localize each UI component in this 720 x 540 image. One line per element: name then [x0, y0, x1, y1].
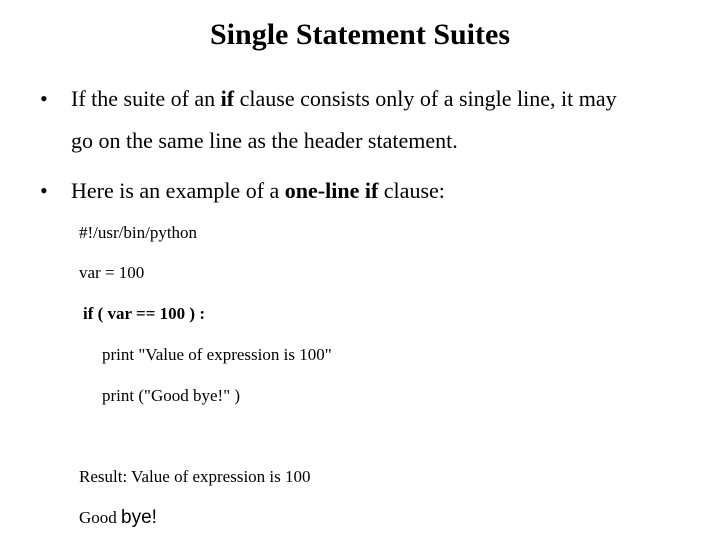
bullet-2-keyword: one-line if [284, 178, 379, 203]
result-word-good: Good [79, 508, 117, 527]
bullet-2-text-a: Here is an example of a [71, 178, 285, 203]
slide-title: Single Statement Suites [210, 18, 510, 51]
bullet-2-text-b: clause: [378, 178, 445, 203]
code-print-2: print ("Good bye!" ) [102, 386, 241, 405]
bullet-1-line-1 [71, 86, 617, 112]
code-assign: var = 100 [79, 263, 145, 282]
code-shebang: #!/usr/bin/python [79, 223, 198, 242]
bullet-dot: • [40, 86, 48, 111]
code-if-line: if ( var == 100 ) : [83, 304, 205, 323]
result-line-1: Result: Value of expression is 100 [79, 467, 311, 486]
result-word-bye: bye! [121, 507, 157, 528]
code-print-1: print "Value of expression is 100" [102, 345, 332, 364]
bullet-1-text-b: clause consists only of a single line, it may [234, 86, 617, 111]
bullet-1-keyword-if: if [220, 86, 235, 111]
bullet-1-text-a: If the suite of an [71, 86, 221, 111]
bullet-dot: • [40, 178, 48, 203]
bullet-2-line [71, 178, 445, 204]
bullet-1-line-2: go on the same line as the header statement. [71, 128, 458, 153]
result-line-2 [79, 507, 157, 529]
